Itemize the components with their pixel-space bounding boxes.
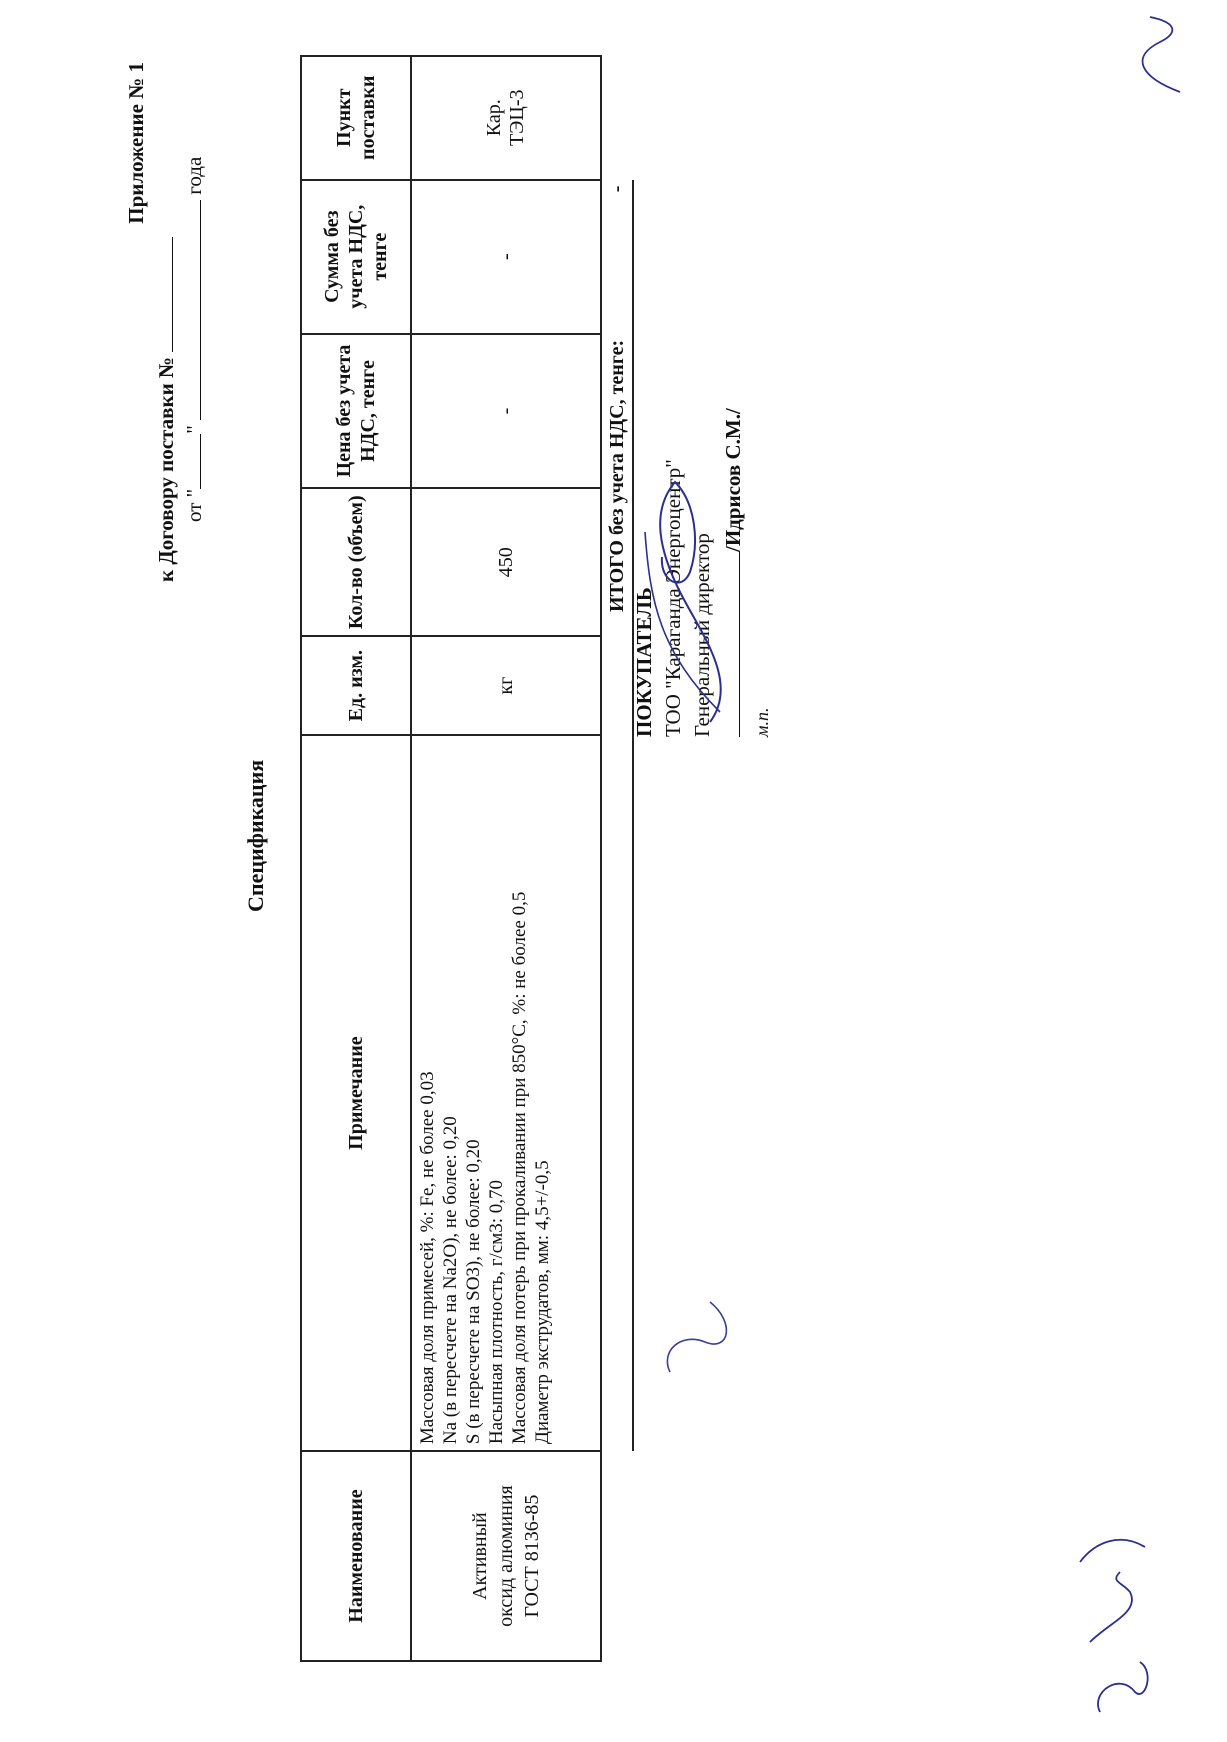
notes-cell [411,735,601,1451]
column-header: Наименование [301,1451,411,1661]
quantity-cell: 450 [411,488,601,636]
delivery-line: ТЭЦ-3 [506,89,528,147]
note-line: Массовая доля потерь при прокаливании при 850°С, %: не более 0,5 [509,891,530,1445]
appendix-label: Приложение № 1 [124,62,148,224]
unit-cell: кг [411,636,601,735]
sum-cell: - [411,180,601,334]
note-line: Массовая доля примесей, %: Fe, не более 0,03 [417,1071,438,1445]
director-signature-icon [620,472,750,742]
product-name-line: Активный [469,1512,491,1600]
delivery-cell [411,56,601,180]
contract-date [180,157,208,522]
buyer-company: ТОО "Караганда Энергоцентр" [661,459,685,737]
contract-prefix: к Договору поставки № [154,356,178,582]
date-suffix: года [182,156,206,195]
note-line: Насыпная плотность, г/см3: 0,70 [486,1179,507,1445]
table-header-row [301,56,411,1661]
column-header: Пункт поставки [301,56,411,180]
product-name-line: оксид алюминия [495,1485,517,1627]
buyer-position: Генеральный директор [690,533,714,737]
note-line: Диаметр экструдатов, мм: 4,5+/-0,5 [532,1160,553,1445]
note-line: Na (в пересчете на Na2O), не более: 0,20 [440,1116,461,1445]
contract-reference [152,237,180,582]
date-prefix: от " [182,488,206,522]
product-standard: ГОСТ 8136-85 [521,1494,543,1618]
note-line: S (в пересчете на SO3), не более: 0,20 [463,1139,484,1445]
signer-name: /Идрисов С.М./ [721,408,745,552]
total-label: ИТОГО без учета НДС, тенге: [601,334,633,1451]
month-blank [180,200,201,420]
product-name-cell [411,1451,601,1661]
stamp-place-label: м.п. [752,707,772,737]
total-value: - [601,180,633,334]
delivery-line: Кар. [483,99,505,137]
column-header: Кол-во (объем) [301,488,411,636]
day-blank [180,434,201,489]
margin-mark-icon [1120,12,1200,102]
buyer-heading: ПОКУПАТЕЛЬ [632,587,656,737]
date-mid: " [182,425,206,434]
total-row [601,56,633,1661]
column-header: Ед. изм. [301,636,411,735]
column-header: Цена без учета НДС, тенге [301,334,411,488]
initials-icon [1060,1512,1180,1732]
page-title: Спецификация [243,759,268,912]
contract-number-blank [152,237,173,352]
initial-mark-icon [650,1292,750,1382]
price-cell: - [411,334,601,488]
table-row [411,56,601,1661]
column-header: Примечание [301,735,411,1451]
column-header: Сумма без учета НДС, тенге [301,180,411,334]
specification-table [300,55,634,1662]
